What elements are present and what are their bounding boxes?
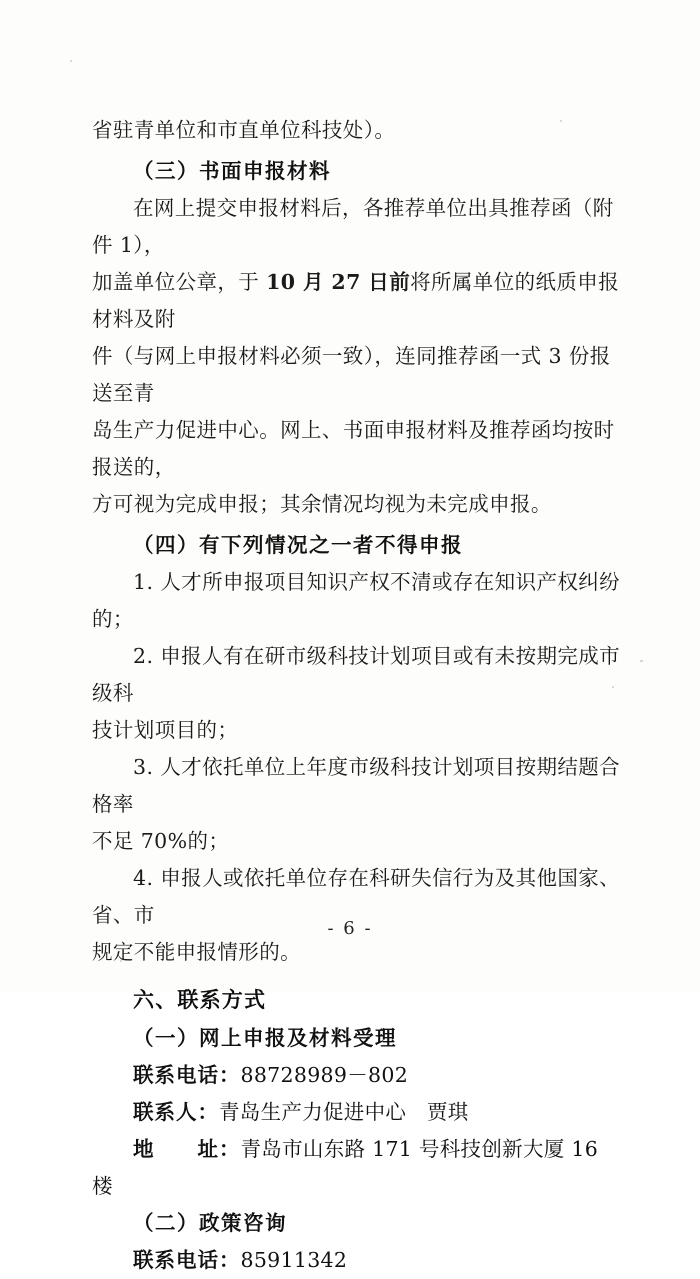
contact-label: 地 址： <box>133 1137 241 1161</box>
body-line: 方可视为完成申报；其余情况均视为未完成申报。 <box>92 492 552 516</box>
paper-speck <box>70 60 72 62</box>
deadline-date: 10 月 27 日前 <box>266 270 411 294</box>
subsection-heading-6-2: （二）政策咨询 <box>133 1211 287 1235</box>
subsection-heading-4: （四）有下列情况之一者不得申报 <box>133 533 463 557</box>
list-item-4: 4. 申报人或依托单位存在科研失信行为及其他国家、省、市 <box>92 866 621 927</box>
contact-label: 联系人： <box>133 1100 219 1124</box>
contact-label: 联系电话： <box>133 1248 241 1272</box>
body-line: 岛生产力促进中心。网上、书面申报材料及推荐函均按时报送的， <box>92 418 615 479</box>
body-line: 件（与网上申报材料必须一致），连同推荐函一式 3 份报送至青 <box>92 344 611 405</box>
paper-speck <box>640 660 643 662</box>
subsection-heading-6-1: （一）网上申报及材料受理 <box>133 1026 397 1050</box>
list-item-1: 1. 人才所申报项目知识产权不清或存在知识产权纠纷的； <box>92 570 621 631</box>
list-item-2: 2. 申报人有在研市级科技计划项目或有未按期完成市级科 <box>92 644 621 705</box>
section-heading-six: 六、联系方式 <box>133 987 267 1012</box>
text-suffix: 将所属单位的纸质申报材料及附 <box>92 270 620 331</box>
contact-person <box>92 1094 622 1131</box>
body-line: 省驻青单位和市直单位科技处）。 <box>92 118 396 142</box>
contact-label: 联系电话： <box>133 1063 241 1087</box>
contact-address <box>92 1131 622 1205</box>
contact-value: 青岛市山东路 171 号科技创新大厦 16 楼 <box>92 1137 599 1198</box>
body-line: 在网上提交申报材料后，各推荐单位出具推荐函（附件 1）， <box>92 196 614 257</box>
contact-phone-1 <box>92 1057 622 1094</box>
contact-phone-2 <box>92 1242 622 1279</box>
spacer <box>92 971 622 980</box>
page-number-footer: - 6 - <box>327 918 373 939</box>
contact-value: 85911342 <box>240 1248 348 1272</box>
document-body <box>92 112 622 1279</box>
list-item-2-cont: 技计划项目的； <box>92 718 239 742</box>
list-item-3-cont: 不足 70%的； <box>92 829 230 853</box>
contact-value: 青岛生产力促进中心 贾琪 <box>219 1100 469 1124</box>
text-prefix: 加盖单位公章，于 <box>92 270 267 294</box>
body-line-with-bold-date <box>92 264 622 338</box>
contact-value: 88728989－802 <box>240 1063 409 1087</box>
subsection-heading-3: （三）书面申报材料 <box>133 159 331 183</box>
list-item-3: 3. 人才依托单位上年度市级科技计划项目按期结题合格率 <box>92 755 621 816</box>
list-item-4-cont: 规定不能申报情形的。 <box>92 940 301 964</box>
